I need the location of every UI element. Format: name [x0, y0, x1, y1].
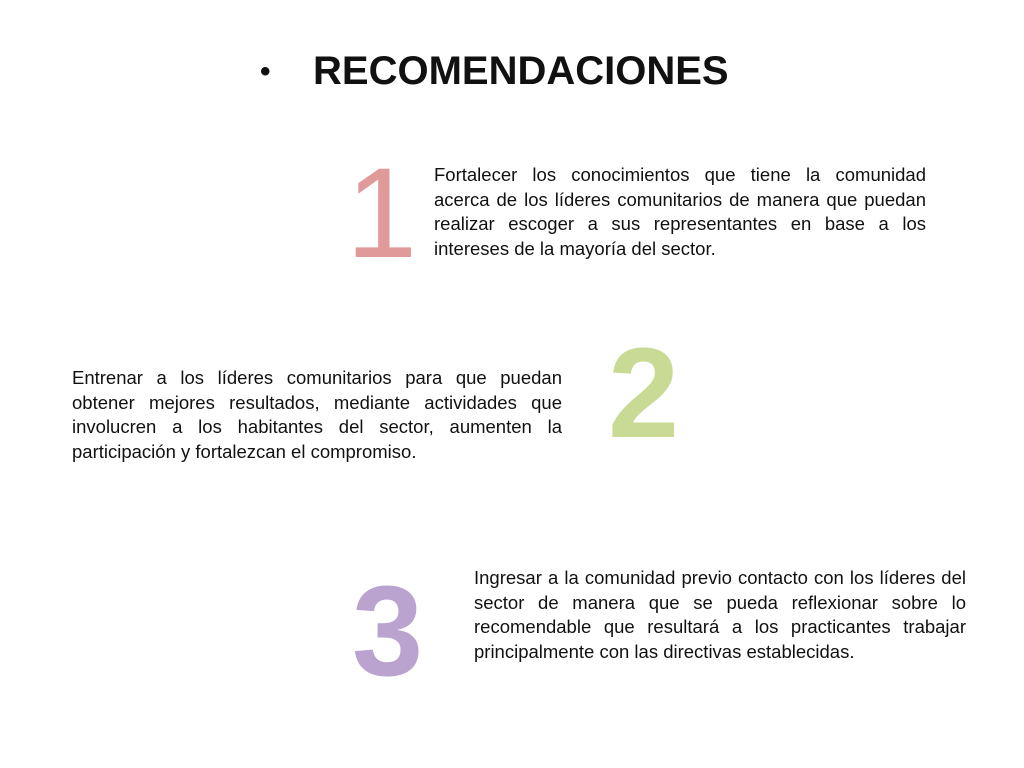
recommendation-number-1: 1 [346, 142, 418, 285]
recommendation-text-3: Ingresar a la comunidad previo contacto con los líderes del sector de manera que se pueda reflexionar sobre lo recomendable que resultará a los practicantes trabajar principalmente con las directivas establecidas. [474, 567, 966, 662]
recommendation-text-1: Fortalecer los conocimientos que tiene la comunidad acerca de los líderes comunitarios de manera que puedan realizar escoger a sus representantes en base a los intereses de la mayoría del sector. [434, 164, 926, 259]
title-bullet: • [260, 55, 271, 88]
slide-title: RECOMENDACIONES [313, 49, 729, 93]
recommendation-text-2: Entrenar a los líderes comunitarios para que puedan obtener mejores resultados, mediante actividades que involucren a los habitantes del sector, aumenten la participación y fortalezcan el compromiso. [72, 367, 562, 462]
recommendation-number-3: 3 [352, 560, 424, 703]
recommendation-number-2: 2 [608, 322, 680, 465]
